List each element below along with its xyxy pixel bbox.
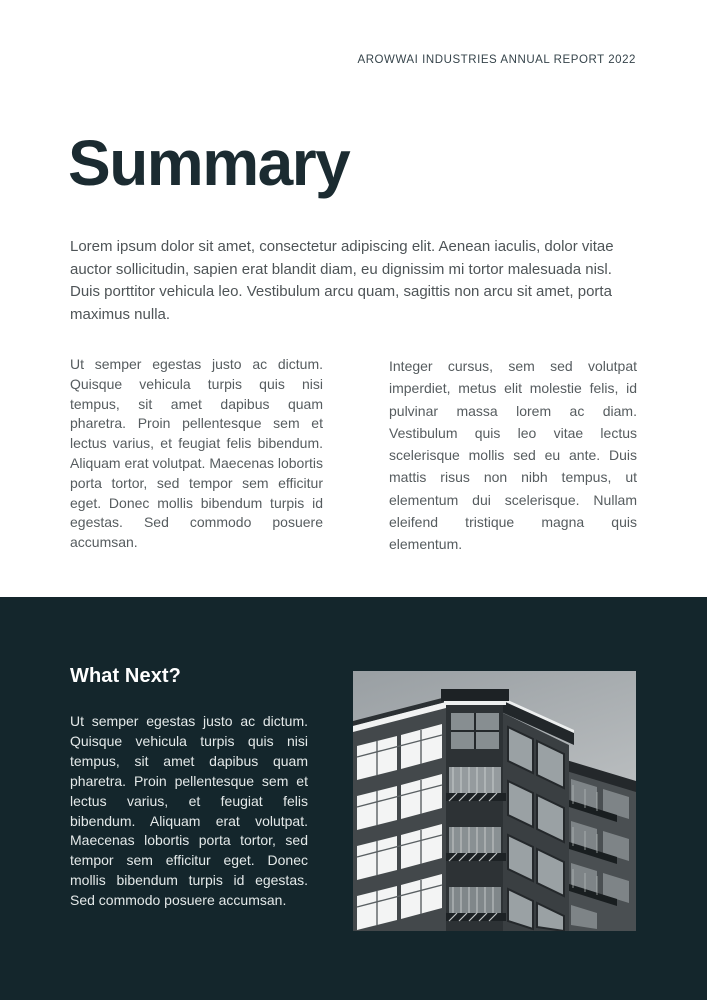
page-title: Summary (68, 127, 350, 199)
what-next-section (0, 597, 707, 1000)
intro-paragraph: Lorem ipsum dolor sit amet, consectetur adipiscing elit. Aenean iaculis, dolor vitae auctor sollicitudin, sapien erat blandit diam, eu dignissim mi tortor malesuada nisl. Duis porttitor vehicula leo. Vestibulum arcu quam, sagittis non arcu sit amet, porta maximus nulla. (70, 238, 614, 323)
building-photo (353, 671, 636, 931)
report-header-label: AROWWAI INDUSTRIES ANNUAL REPORT 2022 (357, 54, 636, 66)
what-next-paragraph: Ut semper egestas justo ac dictum. Quisque vehicula turpis quis nisi tempus, sit amet dapibus quam pharetra. Proin pellentesque sem et lectus varius, et feugiat felis bibendum. Aliquam erat volutpat. Maecenas lobortis porta tortor, sed tempor sem efficitur eget. Donec mollis bibendum turpis id egestas. Sed commodo posuere accumsan. (70, 713, 308, 909)
column-right-paragraph: Integer cursus, sem sed volutpat imperdiet, metus elit molestie felis, id pulvinar massa lorem ac diam. Vestibulum quis leo vitae lectus scelerisque mollis sed eu ante. Duis mattis risus non nibh tempus, ut elementum dui scelerisque. Nullam eleifend tristique magna quis elementum. (389, 358, 637, 553)
what-next-heading: What Next? (70, 665, 181, 687)
two-column-text (70, 355, 637, 556)
column-left-paragraph: Ut semper egestas justo ac dictum. Quisque vehicula turpis quis nisi tempus, sit amet dapibus quam pharetra. Proin pellentesque sem et lectus varius, et feugiat felis bibendum. Aliquam erat volutpat. Maecenas lobortis porta tortor, sed tempor sem efficitur eget. Donec mollis bibendum turpis id egestas. Sed commodo posuere accumsan. (70, 356, 323, 551)
